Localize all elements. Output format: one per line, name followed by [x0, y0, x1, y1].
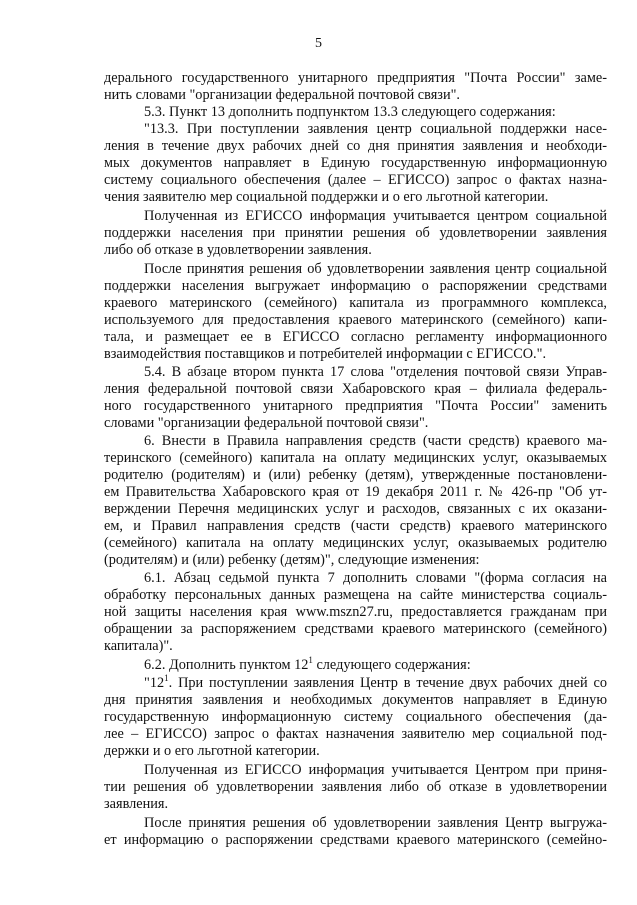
text-line: (семейного) капитала на оплату медицинских услуг, оказываемых родителю — [104, 535, 607, 551]
text-line: 5.3. Пункт 13 дополнить подпунктом 13.3 следующего содержания: — [144, 104, 556, 120]
text-line: ем Правительства Хабаровского края от 19 декабря 2011 г. № 426-пр "Об ут- — [104, 484, 607, 500]
text-line: чения заявителю мер социальной поддержки и о его льготной категории. — [104, 189, 549, 205]
text-run: следующего содержания: — [312, 657, 471, 673]
text-line: ем, и Правил направления средств (части средств) краевого материнского — [104, 518, 607, 534]
text-line: нить словами "организации федеральной почтовой связи". — [104, 87, 461, 103]
text-line: 5.4. В абзаце втором пункта 17 слова "отделения почтовой связи Управ- — [144, 364, 607, 380]
text-line: 6.1. Абзац седьмой пункта 7 дополнить словами "(форма согласия на — [144, 570, 607, 586]
text-line: мых документов направляет в Единую государственную информационную — [104, 155, 607, 171]
text-line: теринского (семейного) капитала на оплату медицинских услуг, оказываемых — [104, 450, 607, 466]
text-line: родителю (родителям) и (или) ребенку (детям), утвержденные постановлени- — [104, 467, 607, 483]
text-line: тала, и размещает ее в ЕГИССО согласно регламенту информационного — [104, 329, 607, 345]
text-line: верждении Перечня медицинских услуг и расходов, связанных с их оказани- — [104, 501, 607, 517]
text-line: дерального государственного унитарного предприятия "Почта России" заме- — [104, 70, 607, 86]
text-run: 6.2. Дополнить пунктом 12 — [144, 657, 309, 673]
superscript: 1 — [308, 655, 313, 665]
text-line: обработку персональных данных размещена на сайте министерства социаль- — [104, 587, 607, 603]
text-line: лее – ЕГИССО) запрос о фактах назначения заявителю мер социальной под- — [104, 726, 607, 742]
text-line: заявления. — [104, 796, 169, 812]
text-line: систему социального обеспечения (далее – ЕГИССО) запрос о фактах назна- — [104, 172, 607, 188]
superscript: 1 — [164, 673, 169, 683]
text-line: тии решения об удовлетворении заявления либо об отказе в удовлетворении — [104, 779, 607, 795]
text-line: дня принятия заявления и необходимых документов направляет в Единую — [104, 692, 607, 708]
text-line — [144, 675, 607, 692]
text-line: используемого для предоставления краевого материнского (семейного) капи- — [104, 312, 607, 328]
text-line: ной защиты населения края www.mszn27.ru, предоставляется гражданам при — [104, 604, 607, 620]
text-line: После принятия решения об удовлетворении заявления Центр выгружа- — [144, 815, 607, 831]
text-run: . При поступлении заявления Центр в течение двух рабочих дней со — [168, 675, 607, 691]
text-line: поддержки населения при принятии решения об удовлетворении заявления — [104, 225, 607, 241]
text-line: Полученная из ЕГИССО информация учитывается Центром при приня- — [144, 762, 607, 778]
page-number: 5 — [315, 36, 322, 51]
text-line: ного государственного унитарного предприятия "Почта России" заменить — [104, 398, 607, 414]
text-line: либо об отказе в удовлетворении заявления. — [104, 242, 372, 258]
text-line: взаимодействия поставщиков и потребителей информации с ЕГИССО.". — [104, 346, 547, 362]
text-line: "13.3. При поступлении заявления центр социальной поддержки насе- — [144, 121, 607, 137]
text-line: (родителям) и (или) ребенку (детям)", следующие изменения: — [104, 552, 480, 568]
text-line: ления федеральной почтовой связи Хабаровского края – филиала федераль- — [104, 381, 607, 397]
text-line: 6. Внести в Правила направления средств (части средств) краевого ма- — [144, 433, 607, 449]
text-line — [144, 657, 607, 674]
text-line: Полученная из ЕГИССО информация учитывается центром социальной — [144, 208, 607, 224]
text-line: словами "организации федеральной почтовой связи". — [104, 415, 429, 431]
text-line: государственную информационную систему социального обеспечения (да- — [104, 709, 607, 725]
text-line: обращении за распоряжением средствами краевого материнского (семейного) — [104, 621, 607, 637]
text-line: капитала)". — [104, 638, 173, 654]
text-line: краевого материнского (семейного) капитала из программного комплекса, — [104, 295, 607, 311]
text-line: После принятия решения об удовлетворении заявления центр социальной — [144, 261, 607, 277]
text-run: "12 — [144, 675, 165, 691]
text-line: поддержки населения выгружает информацию о распоряжении средствами — [104, 278, 607, 294]
text-line: ет информацию о распоряжении средствами краевого материнского (семейно- — [104, 832, 607, 848]
text-line: держки и о его льготной категории. — [104, 743, 320, 759]
text-line: ления в течение двух рабочих дней со дня принятия заявления и необходи- — [104, 138, 607, 154]
